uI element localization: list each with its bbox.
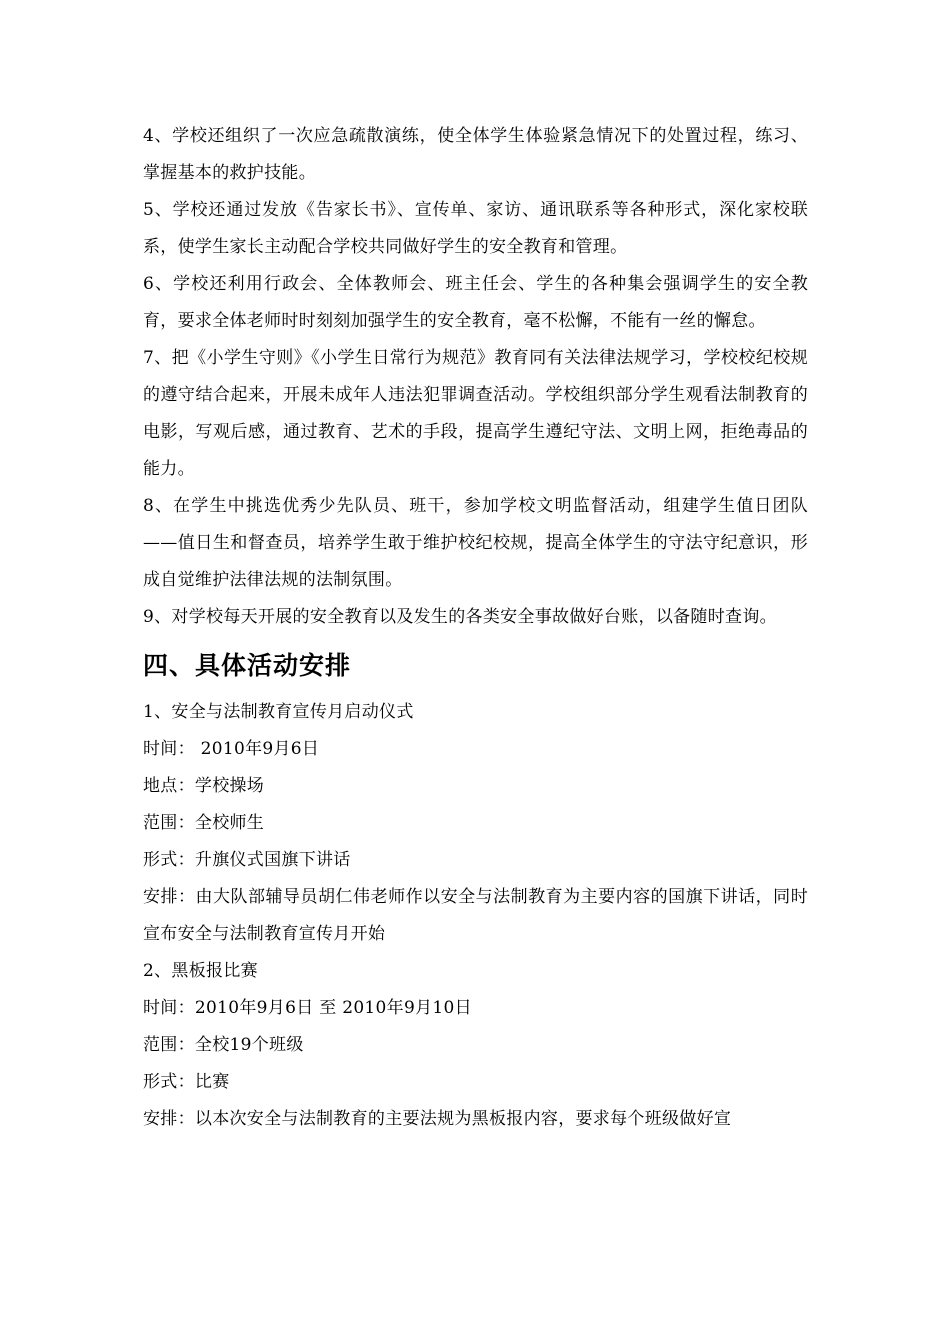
paragraph-item-8: 8、在学生中挑选优秀少先队员、班干，参加学校文明监督活动，组建学生值日团队——值日生和督查员，培养学生敢于维护校纪校规，提高全体学生的守法守纪意识，形成自觉维护法律法规的法制氛围。 — [143, 496, 808, 590]
section-heading: 四、具体活动安排 — [143, 651, 352, 680]
paragraph-item-4: 4、学校还组织了一次应急疏散演练，使全体学生体验紧急情况下的处置过程，练习、掌握基本的救护技能。 — [143, 126, 808, 183]
activity-2-scope: 范围：全校19个班级 — [143, 1035, 304, 1055]
paragraph-item-9: 9、对学校每天开展的安全教育以及发生的各类安全事故做好台账，以备随时查询。 — [143, 607, 777, 627]
activity-1-title: 1、安全与法制教育宣传月启动仪式 — [143, 702, 414, 722]
paragraph-item-5: 5、学校还通过发放《告家长书》、宣传单、家访、通讯联系等各种形式，深化家校联系，使学生家长主动配合学校共同做好学生的安全教育和管理。 — [143, 200, 808, 257]
activity-2-time: 时间：2010年9月6日 至 2010年9月10日 — [143, 998, 472, 1018]
paragraph-item-6: 6、学校还利用行政会、全体教师会、班主任会、学生的各种集会强调学生的安全教育，要求全体老师时时刻刻加强学生的安全教育，毫不松懈，不能有一丝的懈怠。 — [143, 274, 808, 331]
paragraph-item-7: 7、把《小学生守则》《小学生日常行为规范》教育同有关法律法规学习，学校校纪校规的遵守结合起来，开展未成年人违法犯罪调查活动。学校组织部分学生观看法制教育的电影，写观后感，通过教育、艺术的手段，提高学生遵纪守法、文明上网，拒绝毒品的能力。 — [143, 348, 808, 479]
activity-1-scope: 范围：全校师生 — [143, 813, 265, 833]
activity-1-form: 形式：升旗仪式国旗下讲话 — [143, 850, 351, 870]
document-page — [143, 118, 808, 1138]
activity-1-time: 时间： 2010年9月6日 — [143, 739, 320, 759]
activity-2-form: 形式：比赛 — [143, 1072, 230, 1092]
activity-2-title: 2、黑板报比赛 — [143, 961, 258, 981]
activity-2-arrangement: 安排：以本次安全与法制教育的主要法规为黑板报内容，要求每个班级做好宣 — [143, 1109, 732, 1129]
activity-1-location: 地点：学校操场 — [143, 776, 265, 796]
activity-1-arrangement: 安排：由大队部辅导员胡仁伟老师作以安全与法制教育为主要内容的国旗下讲话，同时宣布安全与法制教育宣传月开始 — [143, 887, 808, 944]
